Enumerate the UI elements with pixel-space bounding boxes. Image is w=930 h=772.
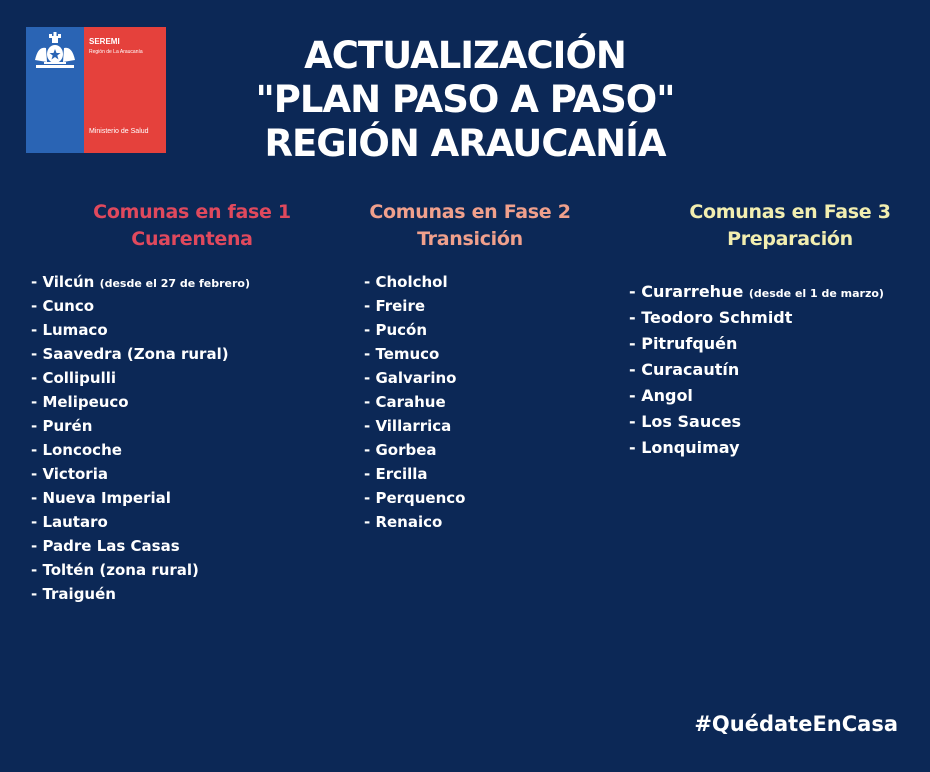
commune-item	[629, 305, 884, 331]
commune-name: - Curacautín	[629, 360, 740, 379]
commune-item	[31, 462, 250, 486]
commune-item	[31, 270, 250, 294]
phase-3-header	[670, 199, 910, 253]
commune-name: - Melipeuco	[31, 393, 129, 411]
commune-name: - Angol	[629, 386, 693, 405]
commune-item	[31, 342, 250, 366]
commune-item	[31, 366, 250, 390]
logo-blue-panel	[26, 27, 84, 153]
commune-name: - Teodoro Schmidt	[629, 308, 793, 327]
commune-item	[364, 486, 465, 510]
commune-name: - Pitrufquén	[629, 334, 738, 353]
title-line-3: REGIÓN ARAUCANÍA	[264, 122, 666, 165]
commune-item	[31, 414, 250, 438]
commune-name: - Loncoche	[31, 441, 122, 459]
commune-item	[31, 318, 250, 342]
commune-name: - Temuco	[364, 345, 440, 363]
commune-item	[31, 390, 250, 414]
logo-region-text: Región de La Araucanía	[89, 49, 143, 55]
commune-item	[31, 486, 250, 510]
commune-item	[31, 558, 250, 582]
commune-item	[629, 279, 884, 305]
commune-item	[629, 435, 884, 461]
commune-item	[31, 438, 250, 462]
phase-3-header-line-2: Preparación	[727, 228, 853, 250]
title-line-2: "PLAN PASO A PASO"	[255, 78, 675, 121]
commune-name: - Vilcún	[31, 273, 95, 291]
commune-name: - Traiguén	[31, 585, 116, 603]
phase-2-list	[364, 270, 465, 534]
phase-1-header-line-2: Cuarentena	[131, 228, 253, 250]
commune-item	[364, 294, 465, 318]
phase-3-list	[629, 279, 884, 461]
logo-ministerio-text: Ministerio de Salud	[89, 128, 149, 135]
commune-item	[629, 357, 884, 383]
commune-item	[364, 366, 465, 390]
phase-2-header	[350, 199, 590, 253]
logo-seremi-text: SEREMI	[89, 37, 120, 46]
commune-name: - Galvarino	[364, 369, 457, 387]
commune-name: - Cholchol	[364, 273, 448, 291]
commune-name: - Purén	[31, 417, 93, 435]
phase-1-header	[72, 199, 312, 253]
seremi-logo	[26, 27, 166, 153]
commune-item	[31, 294, 250, 318]
commune-name: - Collipulli	[31, 369, 117, 387]
commune-name: - Villarrica	[364, 417, 452, 435]
commune-name: - Perquenco	[364, 489, 466, 507]
commune-item	[364, 438, 465, 462]
commune-name: - Renaico	[364, 513, 443, 531]
phase-1-header-line-1: Comunas en fase 1	[93, 201, 291, 223]
commune-item	[31, 582, 250, 606]
commune-name: - Carahue	[364, 393, 446, 411]
commune-item	[31, 534, 250, 558]
commune-name: - Toltén (zona rural)	[31, 561, 199, 579]
commune-name: - Freire	[364, 297, 426, 315]
commune-name: - Los Sauces	[629, 412, 742, 431]
commune-name: - Padre Las Casas	[31, 537, 180, 555]
commune-name: - Victoria	[31, 465, 108, 483]
commune-name: - Cunco	[31, 297, 95, 315]
title-line-1: ACTUALIZACIÓN	[304, 34, 626, 77]
phase-2-header-line-2: Transición	[417, 228, 523, 250]
commune-item	[364, 342, 465, 366]
commune-item	[364, 510, 465, 534]
hashtag: #QuédateEnCasa	[694, 712, 898, 736]
phase-1-list	[31, 270, 250, 606]
phase-3-header-line-1: Comunas en Fase 3	[689, 201, 891, 223]
chile-coat-of-arms-icon	[32, 32, 78, 72]
commune-item	[364, 462, 465, 486]
commune-name: - Ercilla	[364, 465, 428, 483]
phase-2-header-line-1: Comunas en Fase 2	[369, 201, 571, 223]
commune-name: - Lautaro	[31, 513, 108, 531]
commune-item	[629, 409, 884, 435]
commune-note: (desde el 1 de marzo)	[748, 287, 884, 300]
commune-item	[31, 510, 250, 534]
logo-red-panel	[84, 27, 166, 153]
commune-name: - Gorbea	[364, 441, 437, 459]
commune-name: - Saavedra (Zona rural)	[31, 345, 229, 363]
commune-item	[364, 318, 465, 342]
commune-name: - Curarrehue	[629, 282, 744, 301]
commune-name: - Nueva Imperial	[31, 489, 171, 507]
commune-name: - Lumaco	[31, 321, 108, 339]
commune-name: - Pucón	[364, 321, 427, 339]
commune-note: (desde el 27 de febrero)	[99, 277, 251, 290]
commune-item	[364, 270, 465, 294]
page-title	[230, 34, 700, 166]
commune-item	[364, 390, 465, 414]
commune-name: - Lonquimay	[629, 438, 740, 457]
commune-item	[629, 383, 884, 409]
commune-item	[629, 331, 884, 357]
commune-item	[364, 414, 465, 438]
